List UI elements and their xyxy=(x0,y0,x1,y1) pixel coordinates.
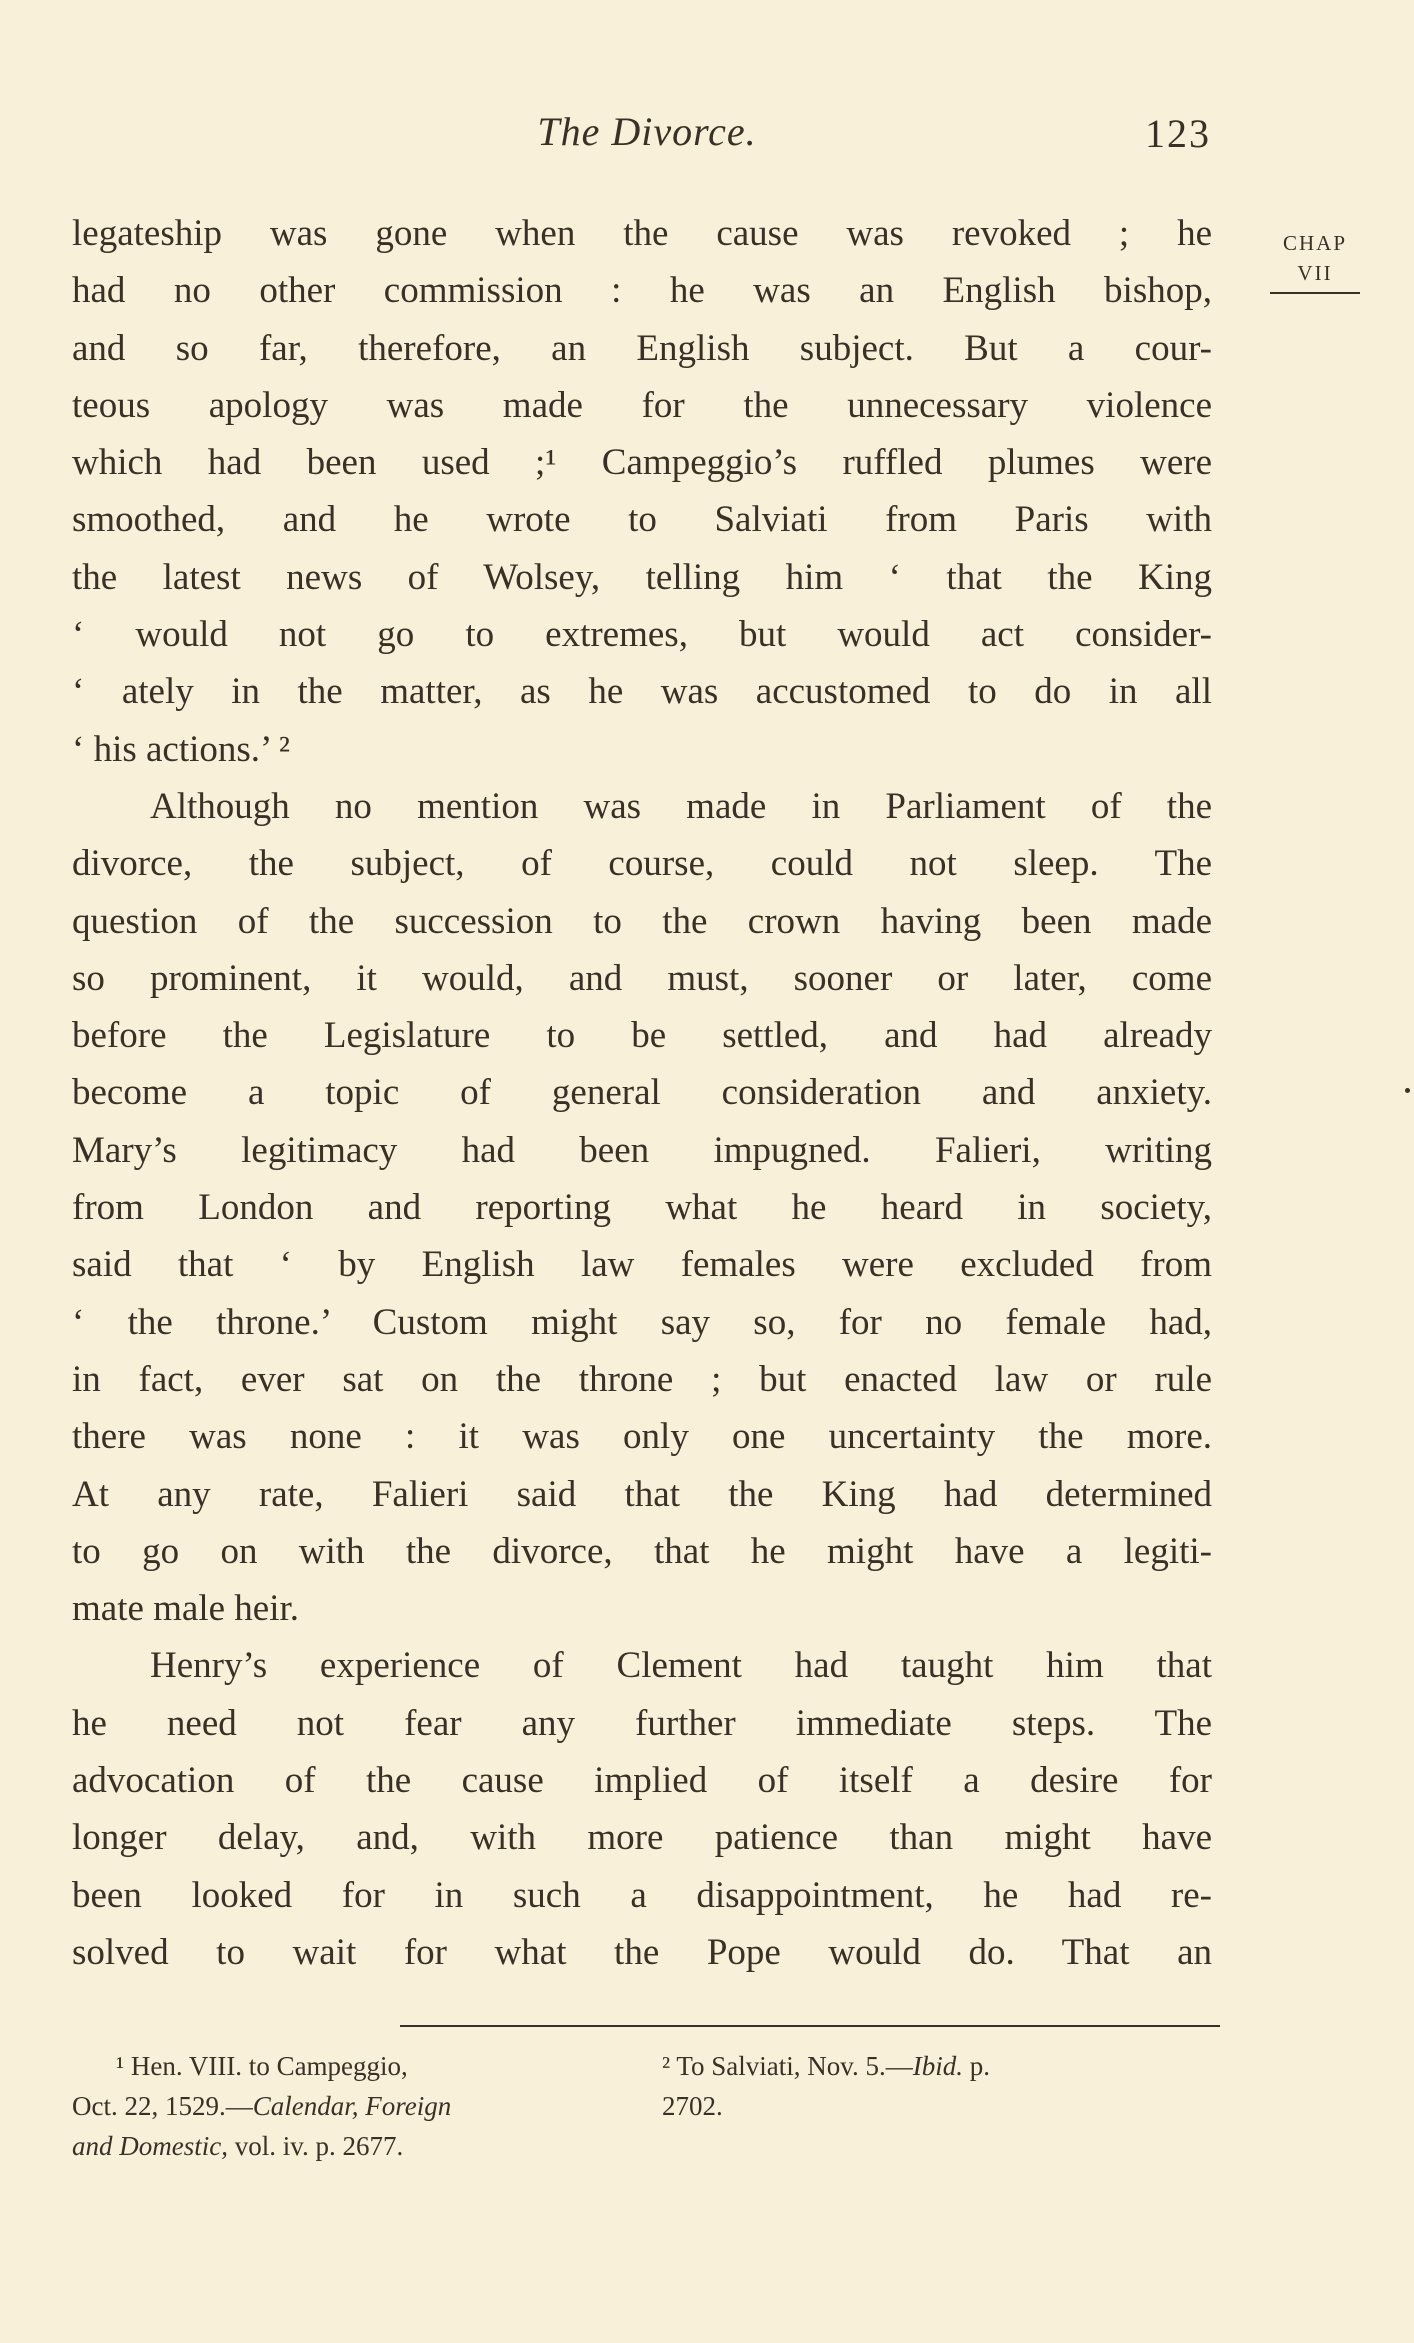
footnote-line: ¹ Hen. VIII. to Campeggio, xyxy=(116,2051,408,2081)
text-line: had no other commission : he was an English bishop, xyxy=(72,270,1212,312)
footnote-text: vol. iv. p. 2677. xyxy=(227,2131,404,2161)
text-line: advocation of the cause implied of itself a desire for xyxy=(72,1760,1212,1802)
text-line: to go on with the divorce, that he might have a legiti- xyxy=(72,1530,1212,1572)
text-line: before the Legislature to be settled, and had already xyxy=(72,1015,1212,1057)
chap-rule xyxy=(1270,292,1360,294)
text-line: smoothed, and he wrote to Salviati from Paris with xyxy=(72,499,1212,541)
footnote-1 xyxy=(72,2046,662,2166)
text-line: there was none : it was only one uncertainty the more. xyxy=(72,1416,1212,1458)
text-line: which had been used ;¹ Campeggio’s ruffled plumes were xyxy=(72,442,1212,484)
footnote-ibid: Ibid. xyxy=(912,2051,963,2081)
footnote-text: p. xyxy=(962,2051,990,2081)
text-line: question of the succession to the crown having been made xyxy=(72,900,1212,942)
text-line: teous apology was made for the unnecessary violence xyxy=(72,384,1212,426)
text-line: the latest news of Wolsey, telling him ‘ that the King xyxy=(72,556,1212,598)
text-line: been looked for in such a disappointment, he had re- xyxy=(72,1874,1212,1916)
text-line: ‘ would not go to extremes, but would act consider- xyxy=(72,614,1212,656)
paragraph-first-line: Although no mention was made in Parliament of the xyxy=(150,785,1212,827)
text-line: divorce, the subject, of course, could not sleep. The xyxy=(72,843,1212,885)
text-line: ‘ his actions.’ ² xyxy=(72,728,290,770)
footnote-line xyxy=(72,2126,662,2166)
footnote-text: ² To Salviati, Nov. 5.— xyxy=(662,2051,913,2081)
text-line: legateship was gone when the cause was revoked ; he xyxy=(72,213,1212,254)
footnote-line: 2702. xyxy=(662,2091,723,2121)
text-line: ‘ the throne.’ Custom might say so, for no female had, xyxy=(72,1301,1212,1343)
text-line: said that ‘ by English law females were excluded from xyxy=(72,1244,1212,1286)
text-line: become a topic of general consideration and anxiety. xyxy=(72,1072,1212,1114)
text-line: in fact, ever sat on the throne ; but enacted law or rule xyxy=(72,1358,1212,1400)
text-line: and so far, therefore, an English subject. But a cour- xyxy=(72,327,1212,369)
text-line: he need not fear any further immediate steps. The xyxy=(72,1702,1212,1744)
text-line: from London and reporting what he heard in society, xyxy=(72,1187,1212,1229)
text-line: ‘ ately in the matter, as he was accustomed to do in all xyxy=(72,671,1212,713)
header-title-text: The Divorce. xyxy=(537,109,757,154)
footnote-source-title: and Domestic, xyxy=(72,2131,228,2161)
paragraph-first-line: Henry’s experience of Clement had taught him that xyxy=(150,1645,1212,1687)
footnote-source-title: Calendar, Foreign xyxy=(252,2091,452,2121)
page-number: 123 xyxy=(1145,111,1211,156)
text-line: solved to wait for what the Pope would do. That an xyxy=(72,1931,1212,1973)
text-line: so prominent, it would, and must, sooner or later, come xyxy=(72,957,1212,999)
text-line: longer delay, and, with more patience than might have xyxy=(72,1817,1212,1859)
footnote-text: Oct. 22, 1529.— xyxy=(72,2091,253,2121)
footnote-line xyxy=(72,2086,662,2126)
text-line: Mary’s legitimacy had been impugned. Falieri, writing xyxy=(72,1129,1212,1171)
chap-label: CHAP xyxy=(1282,231,1348,255)
text-line: mate male heir. xyxy=(72,1588,300,1630)
footnote-2 xyxy=(662,2046,1222,2126)
footnote-divider xyxy=(400,2025,1220,2027)
chap-number: VII xyxy=(1297,261,1333,285)
margin-mark xyxy=(1405,1088,1410,1093)
footnote-line xyxy=(662,2046,1222,2086)
margin-chapter-note xyxy=(1270,228,1360,294)
text-line: At any rate, Falieri said that the King had determined xyxy=(72,1473,1212,1515)
body-text xyxy=(72,205,1212,1981)
